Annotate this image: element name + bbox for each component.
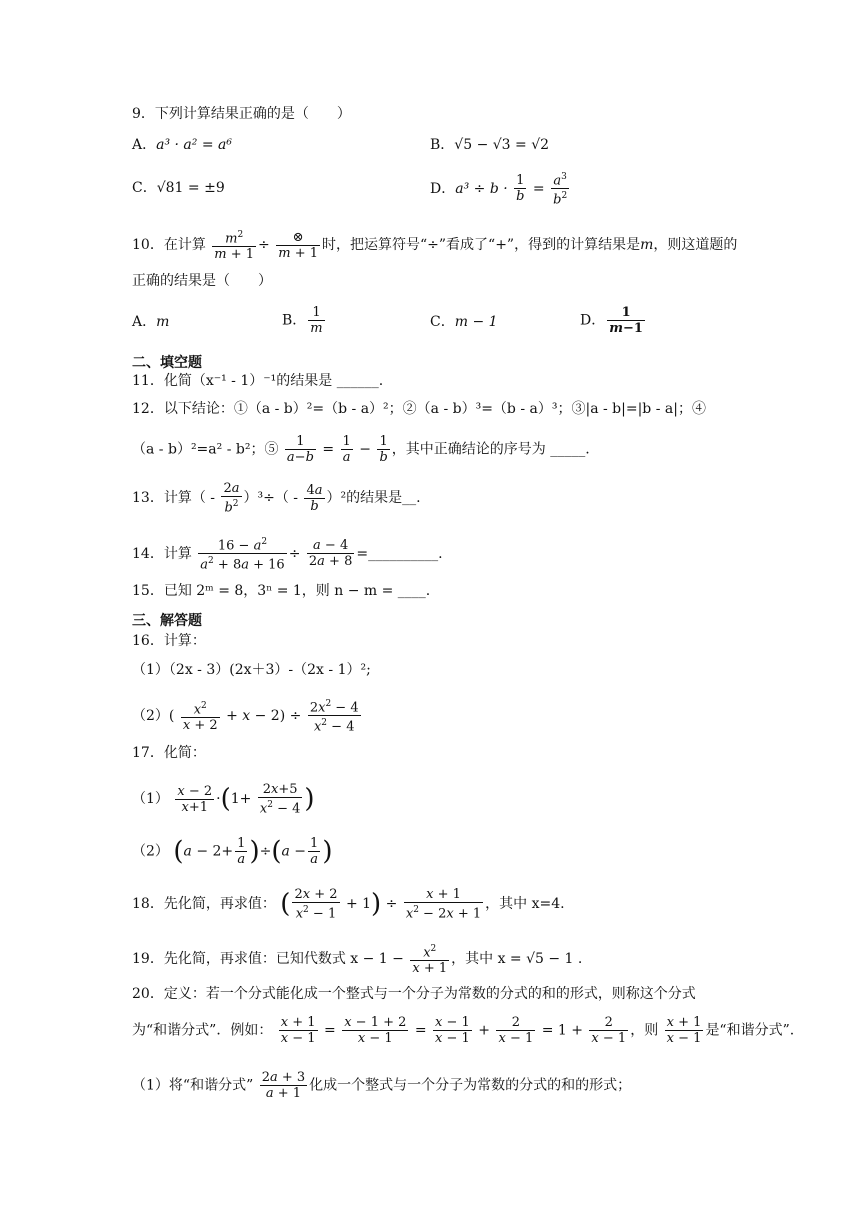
q10-option-d: D． $\frac{1}{m-1}$: [580, 305, 643, 336]
q15: 15．已知 2ᵐ = 8，3ⁿ = 1，则 n − m = ____.: [132, 583, 431, 599]
q17-part1: （1） $\frac{x - 2}{x+1}$ ·(1+ $\frac{2x+5}{x^2 - 4}$ ): [132, 782, 315, 817]
q17-stem: 17．化简：: [132, 745, 206, 761]
q11: 11．化简（x⁻¹ - 1）⁻¹的结果是 ______.: [132, 373, 384, 389]
q10-option-a: A．m: [132, 314, 170, 330]
q16-stem: 16．计算：: [132, 633, 206, 649]
section-fill-in-title: 二、填空题: [132, 355, 202, 371]
q18: 18．先化简，再求值： ( $\frac{2x + 2}{x^2 - 1}$ + 1) ÷ $\frac{x + 1}{x^2 - 2x + 1}$ ，其中 x=4.: [132, 887, 565, 922]
q9-option-c: C．√81 = ±9: [132, 180, 225, 196]
section-answer-title: 三、解答题: [132, 613, 202, 629]
q9-stem: 9．下列计算结果正确的是（ ）: [132, 106, 351, 122]
q12-line2: （a - b）²=a² - b²；⑤ $\frac{1}{a-b}$ = $\frac{1}{a}$ − $\frac{1}{b}$ ，其中正确结论的序号为 _____.: [132, 434, 590, 465]
q10-option-c: C．m − 1: [430, 314, 498, 330]
q12-line1: 12．以下结论：①（a - b）²=（b - a）²；②（a - b）³=（b - a）³；③|a - b|=|b - a|；④: [132, 401, 706, 417]
q9-option-d: D．a³ ÷ b · $\frac{1}{b}$ = $\frac{a^3}{b^2}$: [430, 172, 568, 208]
q13: 13．计算（ - $\frac{2a}{b^2}$ ）³÷（ - $\frac{4a}{b}$ ）²的结果是__.: [132, 481, 421, 516]
q9-option-a: A．a³ · a² = a⁶: [132, 137, 232, 153]
q19: 19．先化简，再求值：已知代数式 x − 1 − $\frac{x^2}{x + 1}$ ，其中 x = √5 − 1 .: [132, 944, 583, 977]
q17-part2: （2） (a − 2+ $\frac{1}{a}$ )÷(a − $\frac{1}{a}$ ): [132, 836, 333, 867]
q20-part1: （1）将“和谐分式” $\frac{2a + 3}{a + 1}$ 化成一个整式与一个分子为常数的分式的和的形式；: [132, 1070, 632, 1101]
q14: 14．计算 $\frac{16 - a^2}{a^2 + 8a + 16}$ ÷ $\frac{a - 4}{2a + 8}$ =__________.: [132, 537, 443, 573]
q10-option-b: B． $\frac{1}{m}$: [282, 305, 323, 336]
q16-part2: （2）( $\frac{x^2}{x + 2}$ + x − 2) ÷ $\frac{2x^2 - 4}{x^2 - 4}$: [132, 699, 359, 735]
q20-line2: 为“和谐分式”．例如： $\frac{x + 1}{x - 1}$ = $\frac{x - 1 + 2}{x - 1}$ = $\frac{x - 1}{x - 1}$ + $\frac{2}{x - 1}$ = 1 + $\frac{2}{x - 1}$ ，则 $\frac{x + 1}{x - 1}$ 是“和谐分式”.: [132, 1015, 795, 1046]
q20-line1: 20．定义：若一个分式能化成一个整式与一个分子为常数的分式的和的形式，则称这个分式: [132, 986, 696, 1002]
q10-stem-line2: 正确的结果是（ ）: [132, 273, 272, 289]
q9-option-b: B．√5 − √3 = √2: [430, 137, 550, 153]
q16-part1: （1）（2x - 3）(2x＋3）-（2x - 1）²;: [132, 662, 371, 678]
q10-stem: 10．在计算 $\frac{m^2}{m + 1}$ ÷ $\frac{\otimes}{m + 1}$ 时，把运算符号“÷”看成了“+”，得到的计算结果是m，则这道题的: [132, 229, 738, 263]
